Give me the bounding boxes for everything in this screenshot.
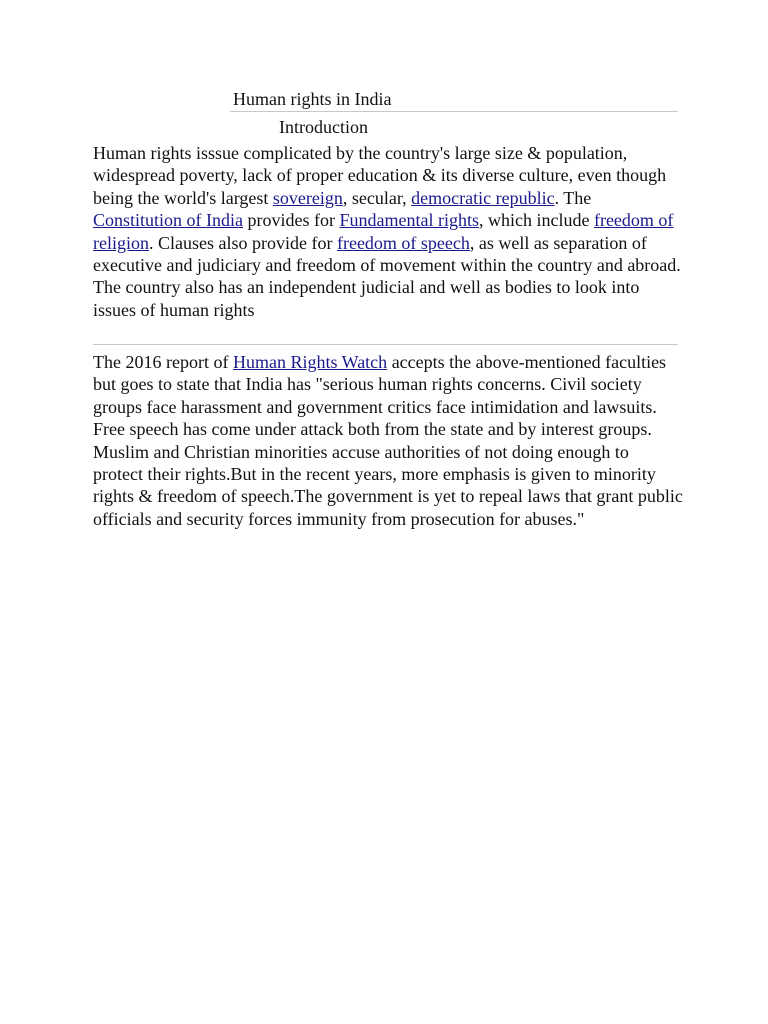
paragraph-text: , secular, (342, 187, 412, 208)
paragraph-text: , which include (478, 210, 594, 231)
paragraph-text: The 2016 report of (93, 352, 233, 372)
section-heading: Introduction (279, 117, 368, 137)
link-sovereign[interactable]: sovereign (272, 187, 343, 208)
link-human-rights-watch[interactable]: Human Rights Watch (232, 352, 388, 372)
intro-paragraph (93, 142, 683, 321)
paragraph-text: Human rights isssue complicated by the country's large size & population, widespread poverty, lack of proper education & its diverse culture, even though being the world's largest (93, 143, 667, 208)
link-constitution-of-india[interactable]: Constitution of India (93, 210, 243, 231)
title-divider (230, 111, 678, 112)
paragraph-text: . Clauses also provide for (149, 232, 337, 253)
link-democratic-republic[interactable]: democratic republic (411, 187, 555, 208)
paragraph-text: accepts the above-mentioned faculties but goes to state that India has "serious human rights concerns. Civil society groups face harassment and government critics face intimidation and lawsuits. Free speech has come under attack both from the state and by interest groups. Muslim and Christian minorities accuse authorities of not doing enough to protect their rights.But in the recent years, more emphasis is given to minority rights & freedom of speech.The government is yet to repeal laws that grant public officials and security forces immunity from prosecution for abuses." (93, 352, 683, 529)
link-fundamental-rights[interactable]: Fundamental rights (339, 210, 479, 231)
page-title: Human rights in India (233, 89, 392, 109)
paragraph-text: , as well as separation of executive and judiciary and freedom of movement within the country and abroad. The country also has an independent judicial and well as bodies to look into issues of human rights (93, 232, 681, 320)
link-freedom-of-speech[interactable]: freedom of speech (336, 232, 470, 253)
link-freedom-of-religion[interactable]: freedom of religion (93, 210, 674, 253)
paragraph-text: provides for (243, 210, 340, 231)
hrw-paragraph (93, 351, 683, 530)
paragraph-divider (93, 344, 678, 345)
paragraph-text: . The (554, 187, 592, 208)
